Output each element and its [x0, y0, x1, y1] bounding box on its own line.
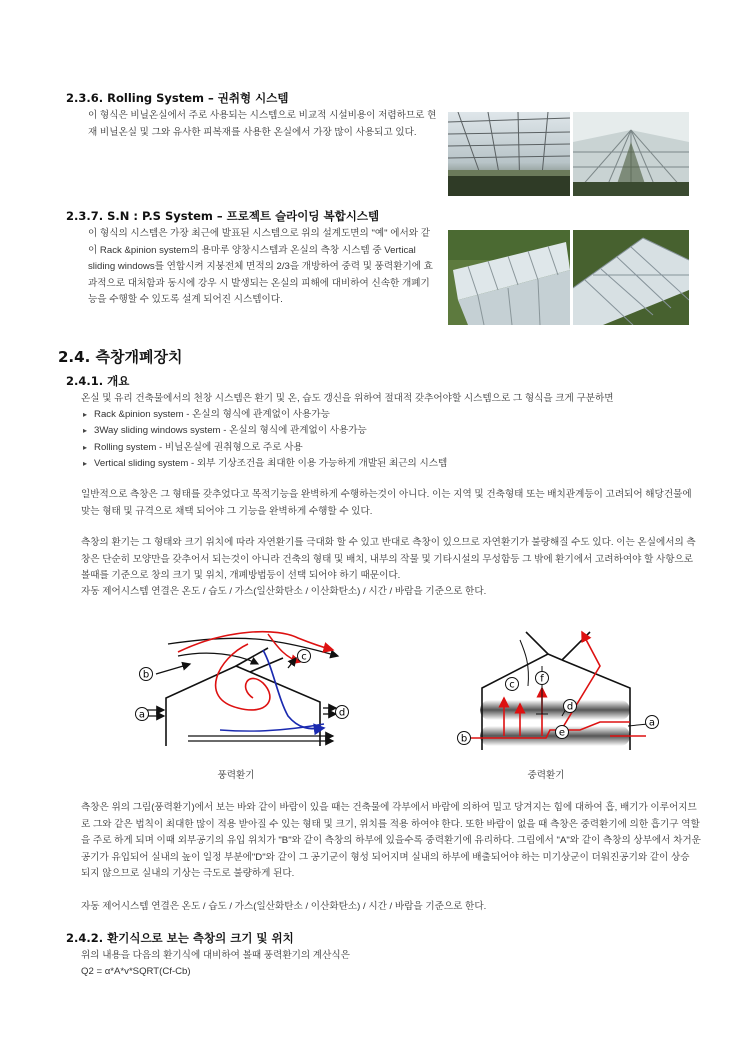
section-heading-2-4: 2.4. 측창개폐장치	[58, 348, 183, 366]
list-item-text: Rolling system - 비닐온실에 권취형으로 주로 사용	[94, 441, 303, 453]
roof-system-types-list	[83, 407, 683, 473]
formula-intro: 위의 내용을 다음의 환기식에 대비하여 볼때 풍력환기의 계산식은	[81, 950, 350, 961]
list-item-text: 3Way sliding windows system - 온실의 형식에 관계없이 사용가능	[94, 425, 367, 437]
section-heading-2-4-1: 2.4.1. 개요	[66, 374, 130, 388]
label-b: b	[460, 733, 468, 745]
section-heading-2-3-7: 2.3.7. S.N : P.S System – 프로젝트 슬라이딩 복합시스템	[66, 209, 380, 223]
paragraph-side-window-function: 일반적으로 측창은 그 형태를 갖추었다고 목적기능을 완벽하게 수행하는것이 아니다. 이는 지역 및 건축형태 또는 배치관계등이 고려되어 해당건물에 맞는 형태 및 규격으로 채택 되어야 그 기능을 완벽하게 수행할 수 있다.	[81, 489, 692, 517]
label-a: a	[138, 709, 146, 721]
paragraph-auto-control: 자동 제어시스템 연결은 온도 / 습도 / 가스(일산화탄소 / 이산화탄소) / 시간 / 바람을 기준으로 한다.	[81, 586, 487, 597]
label-d: d	[566, 701, 574, 713]
label-b: b	[142, 669, 150, 681]
wind-ventilation-caption: 풍력환기	[217, 770, 255, 781]
greenhouse-photo-rolling-2	[573, 112, 689, 196]
greenhouse-photo-rolling-1	[448, 112, 570, 196]
greenhouse-photo-sliding-2	[573, 230, 689, 325]
label-a: a	[648, 717, 656, 729]
paragraph-ventilation-explanation: 측창은 위의 그림(풍력환기)에서 보는 바와 같이 바람이 있을 때는 건축물에 각부에서 바람에 의하여 밀고 당겨지는 힘에 대하여 흡, 배기가 이루어지므로 그와 같은 법칙이 최대한 많이 적용 받아질 수 있는 형태 및 크기, 위치를 적용 하여야 한다. 또한 바람이 없을 때 측창은 중력환기에 의한 흡기구 역할을 주로 하게 되며 이때 외부공기의 유입 위치가 "B"와 같이 측창의 하부에 있을수록 중력환기에 유리하다. 그림에서 "A"와 같이 측창의 상부에서 차거운 공기가 유입되어 실내의 높이 일정 부분에"D"와 같이 그 공기군이 형성 되어지며 실내의 하부에 배출되어야 하는 미기상군이 더워진공기와 같이 상승 되지 않으므로 실내의 기상는 극도로 불량하게 된다.	[81, 802, 701, 879]
list-item	[83, 456, 683, 472]
rolling-system-description: 이 형식은 비닐온실에서 주로 사용되는 시스템으로 비교적 시설비용이 저렴하므로 현재 비닐온실 및 그와 유사한 피복재를 사용한 온실에서 가장 많이 사용되고 있다.	[88, 110, 437, 138]
section-heading-2-3-6: 2.3.6. Rolling System – 권취형 시스템	[66, 91, 289, 105]
wind-ventilation-diagram	[128, 628, 378, 758]
sn-ps-system-description: 이 형식의 시스템은 가장 최근에 발표된 시스템으로 위의 설계도면의 "예" 에서와 같이 Rack &pinion system의 용마루 양창시스템과 온실의 측창 시스템 중 Vertical sliding windows를 연합시켜 지붕전체 면적의 2/3을 개방하여 중력 및 풍력환기에 효과적으로 대처함과 동시에 강우 시 발생되는 온실의 피해에 대비하여 신속한 개폐기능을 수행할 수 있도록 설계 되어진 시스템이다.	[88, 228, 433, 305]
label-c: c	[509, 679, 515, 691]
paragraph-natural-ventilation: 측창의 환기는 그 형태와 크기 위치에 따라 자연환기를 극대화 할 수 있고 반대로 측창이 있으므로 자연환기가 불량해질 수도 있다. 이는 온실에서의 측창은 단순히 모양만을 갖추어서 되는것이 아니라 건축의 형태 및 배치, 내부의 작물 및 기타시설의 무성함등 그 밖에 환기에서 고려하여야 할 사항으로 볼때를 기준으로 창의 크기 및 위치, 개폐방법등이 선택 되어야 하기 때문이다.	[81, 537, 696, 581]
list-item-text: Vertical sliding system - 외부 기상조건을 최대한 이용 가능하게 개발된 최근의 시스템	[94, 458, 448, 470]
label-e: e	[558, 727, 566, 739]
greenhouse-photo-sliding-1	[448, 230, 570, 325]
list-item-text: Rack &pinion system - 온실의 형식에 관계없이 사용가능	[94, 409, 330, 420]
list-item	[83, 407, 683, 423]
wind-ventilation-formula: Q2 = α*A*v*SQRT(Cf-Cb)	[81, 966, 191, 977]
overview-intro: 온실 및 유리 건축물에서의 천창 시스템은 환기 및 온, 습도 갱신을 위하여 절대적 갖추어야할 시스템으로 그 형식을 크게 구분하면	[81, 393, 614, 404]
list-item	[83, 423, 683, 439]
paragraph-auto-control-2: 자동 제어시스템 연결은 온도 / 습도 / 가스(일산화탄소 / 이산화탄소) / 시간 / 바람을 기준으로 한다.	[81, 901, 487, 912]
gravity-ventilation-diagram	[450, 626, 670, 760]
label-d: d	[338, 707, 346, 719]
section-heading-2-4-2: 2.4.2. 환기식으로 보는 측창의 크기 및 위치	[66, 931, 294, 945]
gravity-ventilation-caption: 중력환기	[527, 770, 565, 781]
label-f: f	[540, 673, 544, 685]
label-c: c	[301, 651, 307, 663]
list-item	[83, 440, 683, 456]
